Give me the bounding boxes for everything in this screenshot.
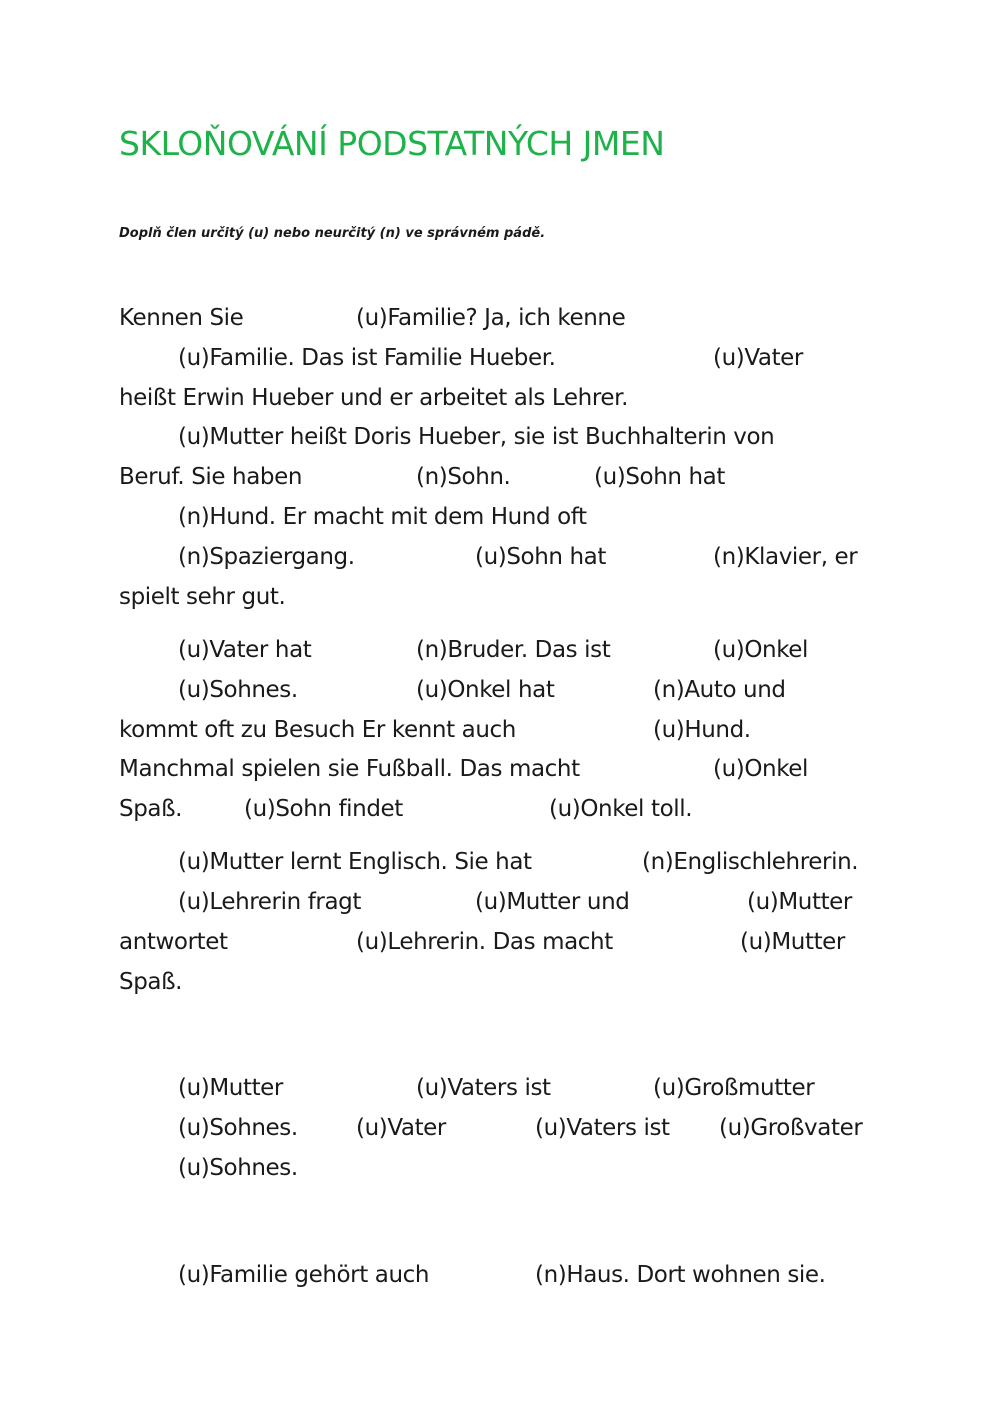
- instruction-text: Doplň člen určitý (u) nebo neurčitý (n) ve správném pádě.: [119, 226, 546, 241]
- text-segment: (n)Sohn.: [416, 464, 511, 490]
- text-segment: (u)Vater: [713, 345, 803, 371]
- text-segment: (u)Vater: [356, 1115, 446, 1141]
- text-segment: (u)Sohn hat: [475, 544, 606, 570]
- text-segment: (u)Onkel: [713, 756, 809, 782]
- text-segment: (u)Sohnes.: [178, 1155, 298, 1181]
- text-segment: (n)Englischlehrerin.: [642, 849, 859, 875]
- text-segment: (n)Bruder. Das ist: [416, 637, 611, 663]
- text-segment: kommt oft zu Besuch Er kennt auch: [119, 717, 516, 743]
- text-segment: spielt sehr gut.: [119, 584, 286, 610]
- text-segment: (u)Vaters ist: [416, 1075, 551, 1101]
- text-segment: (u)Familie? Ja, ich kenne: [356, 305, 626, 331]
- text-segment: (u)Hund.: [653, 717, 751, 743]
- text-segment: Spaß.: [119, 796, 183, 822]
- text-segment: Spaß.: [119, 969, 183, 995]
- text-segment: (u)Großvater: [719, 1115, 863, 1141]
- text-segment: Beruf. Sie haben: [119, 464, 303, 490]
- text-segment: (n)Klavier, er: [713, 544, 858, 570]
- text-segment: (u)Sohnes.: [178, 1115, 298, 1141]
- text-segment: (u)Vater hat: [178, 637, 312, 663]
- text-segment: (u)Großmutter: [653, 1075, 815, 1101]
- text-segment: (u)Lehrerin. Das macht: [356, 929, 613, 955]
- text-segment: (u)Mutter: [747, 889, 852, 915]
- text-segment: heißt Erwin Hueber und er arbeitet als Lehrer.: [119, 385, 628, 411]
- text-segment: (u)Lehrerin fragt: [178, 889, 361, 915]
- text-segment: (u)Mutter: [178, 1075, 283, 1101]
- text-segment: (n)Auto und: [653, 677, 786, 703]
- text-segment: (u)Familie. Das ist Familie Hueber.: [178, 345, 556, 371]
- text-segment: (n)Haus. Dort wohnen sie.: [535, 1262, 826, 1288]
- text-segment: (u)Mutter und: [475, 889, 630, 915]
- text-segment: (u)Mutter: [740, 929, 845, 955]
- text-segment: Kennen Sie: [119, 305, 244, 331]
- text-segment: (u)Sohnes.: [178, 677, 298, 703]
- text-segment: (n)Hund. Er macht mit dem Hund oft: [178, 504, 587, 530]
- text-segment: (u)Onkel toll.: [549, 796, 693, 822]
- text-segment: (u)Mutter heißt Doris Hueber, sie ist Buchhalterin von: [178, 424, 775, 450]
- page-title: SKLOŇOVÁNÍ PODSTATNÝCH JMEN: [119, 124, 665, 163]
- text-segment: Manchmal spielen sie Fußball. Das macht: [119, 756, 580, 782]
- text-segment: (u)Onkel hat: [416, 677, 555, 703]
- text-segment: (u)Mutter lernt Englisch. Sie hat: [178, 849, 532, 875]
- text-segment: (u)Familie gehört auch: [178, 1262, 430, 1288]
- text-segment: (n)Spaziergang.: [178, 544, 355, 570]
- text-segment: (u)Vaters ist: [535, 1115, 670, 1141]
- text-segment: (u)Sohn hat: [594, 464, 725, 490]
- text-segment: (u)Onkel: [713, 637, 809, 663]
- text-segment: antwortet: [119, 929, 228, 955]
- text-segment: (u)Sohn findet: [244, 796, 403, 822]
